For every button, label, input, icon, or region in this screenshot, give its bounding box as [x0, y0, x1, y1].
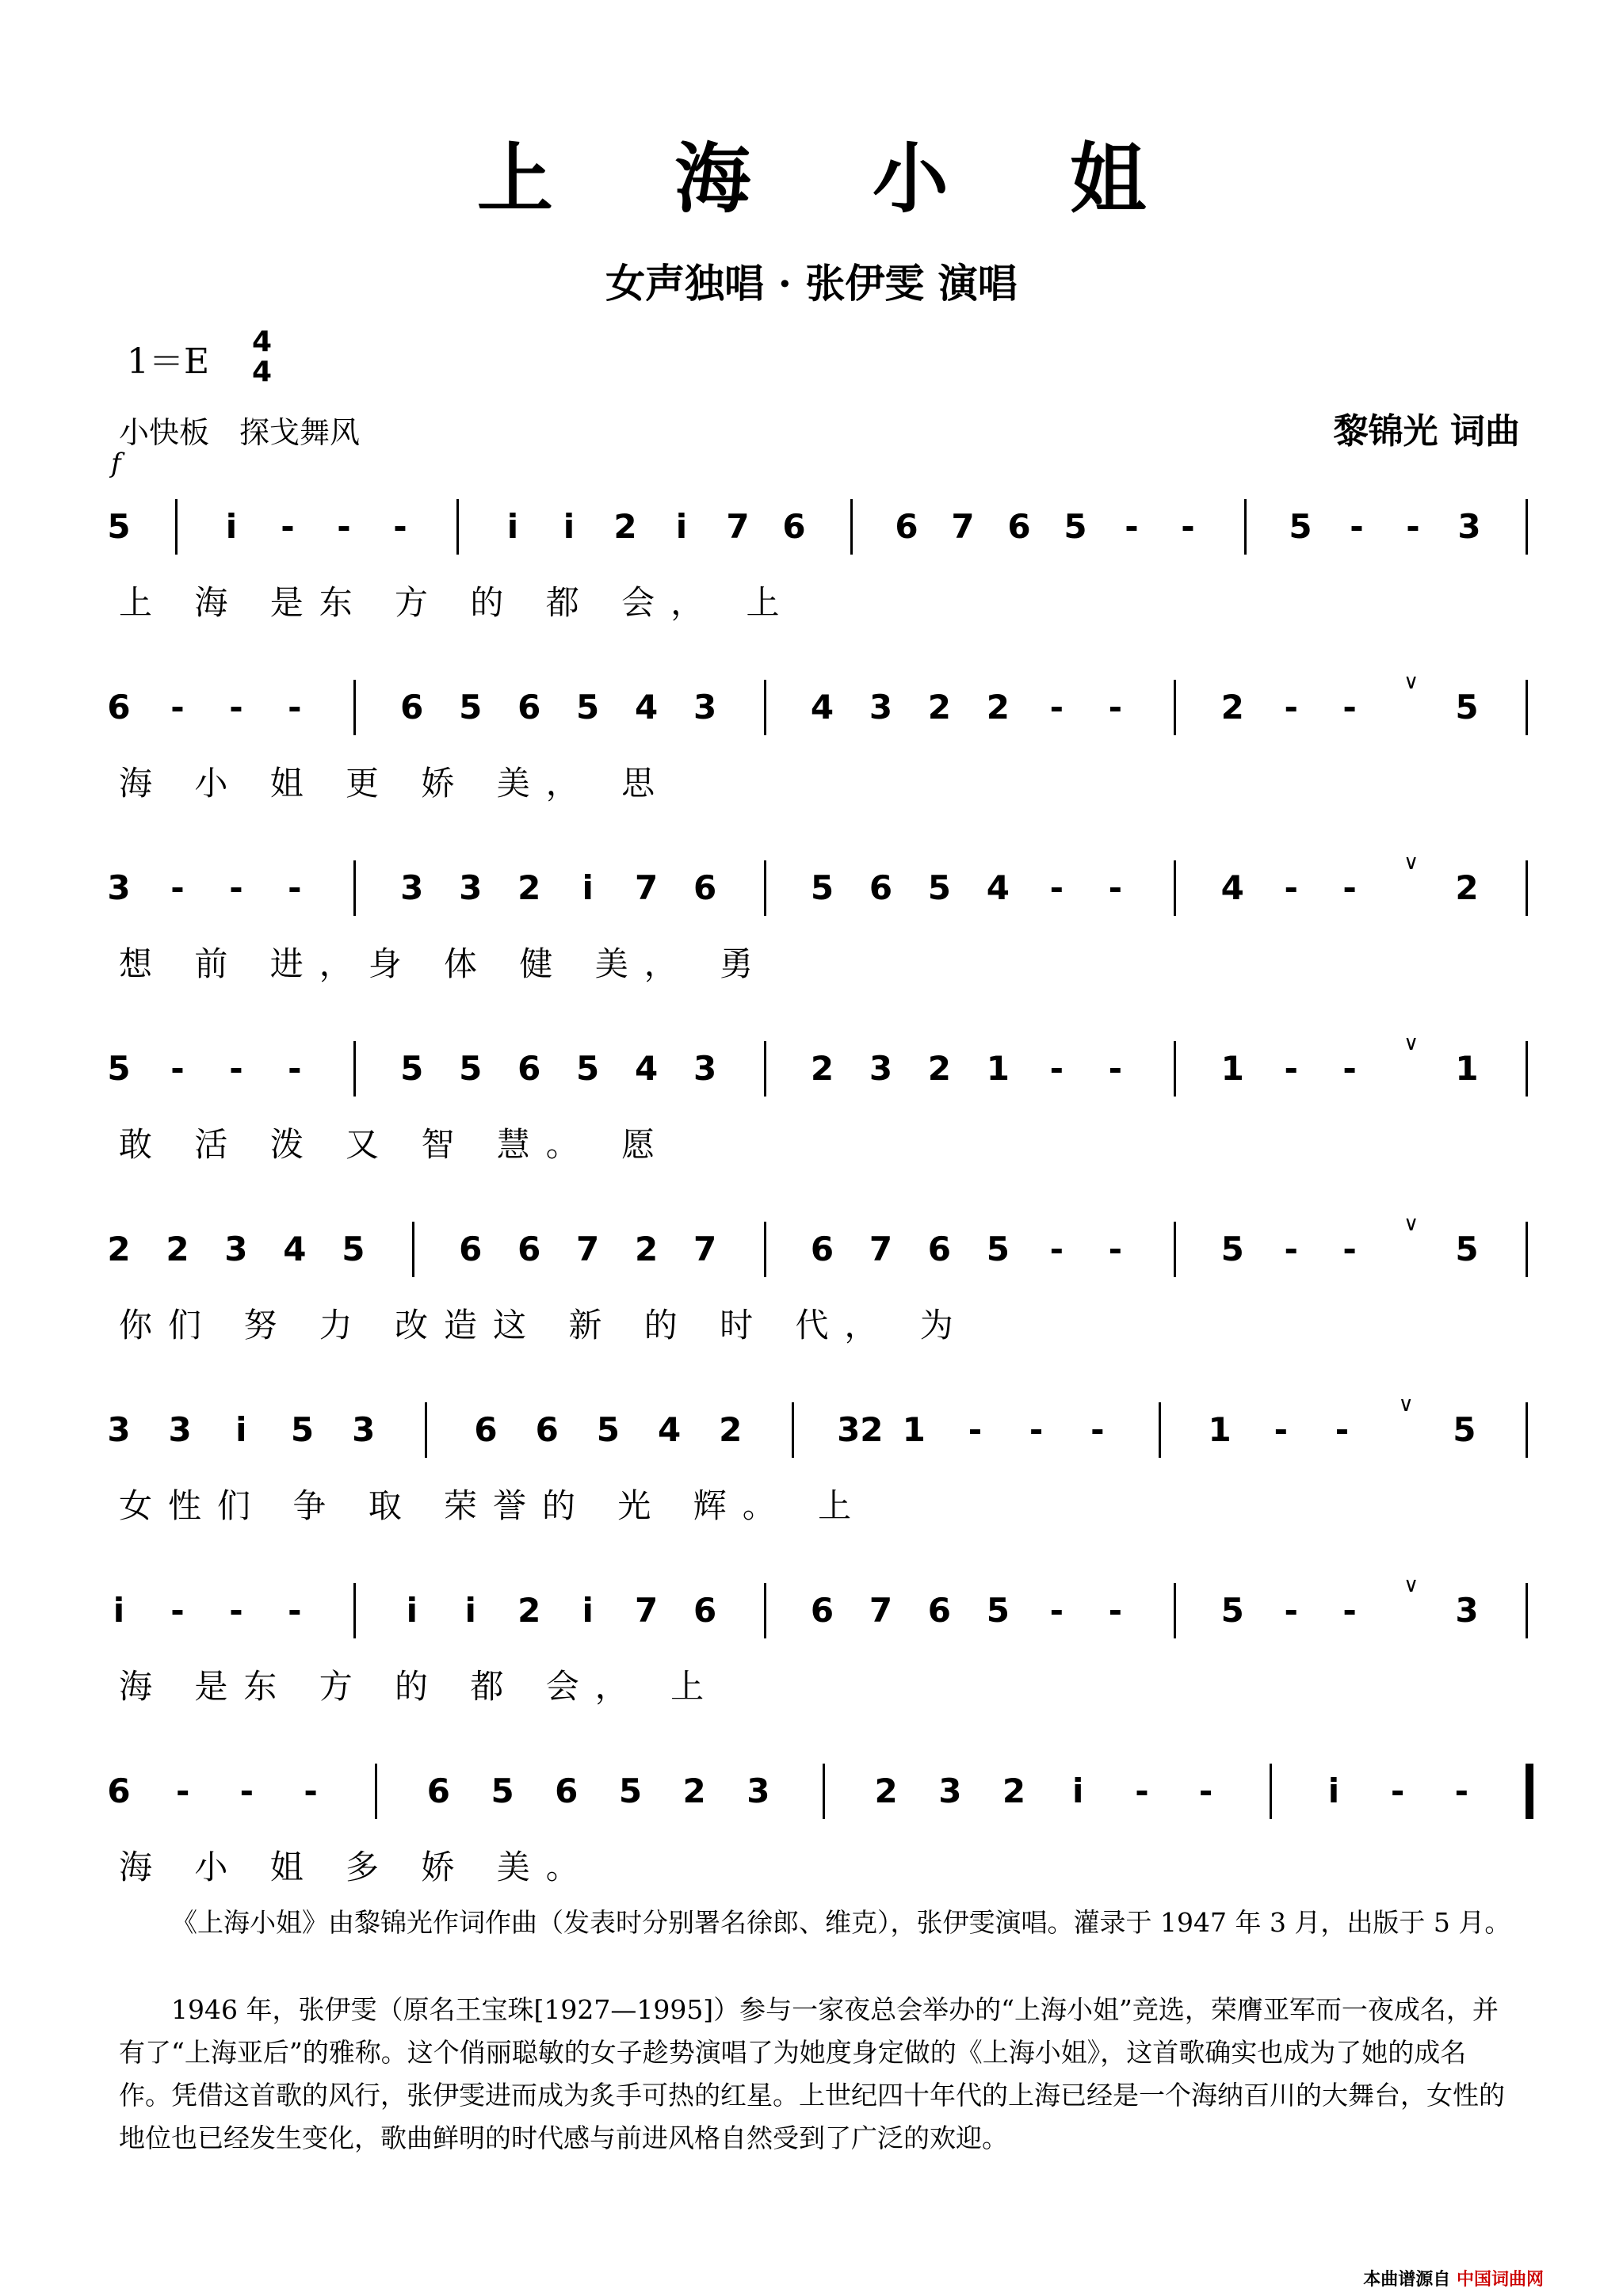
dash-extension: - — [1390, 1772, 1405, 1810]
dash-extension: - — [1049, 868, 1064, 907]
score-row — [0, 1198, 1623, 1356]
dash-extension: - — [1335, 1410, 1350, 1449]
dash-extension: - — [1350, 507, 1364, 546]
note: 3 — [693, 1049, 717, 1088]
note: 2 — [682, 1772, 706, 1810]
bar-line — [1270, 1764, 1272, 1819]
note: 2 — [927, 688, 952, 727]
note: i — [235, 1410, 247, 1449]
dash-extension: - — [1284, 868, 1298, 907]
dash-extension: - — [304, 1772, 318, 1810]
dash-extension: - — [288, 688, 302, 727]
note: 4 — [986, 868, 1010, 907]
note: 7 — [693, 1230, 717, 1268]
note: 1 — [902, 1410, 926, 1449]
note: 2 — [927, 1049, 952, 1088]
note: 6 — [693, 868, 717, 907]
note: 5 — [107, 507, 131, 546]
note: 3 — [1455, 1591, 1479, 1630]
score-row — [0, 1017, 1623, 1176]
note: i — [563, 507, 575, 546]
note: 5 — [1064, 507, 1087, 546]
note: 7 — [869, 1591, 893, 1630]
note: 3 — [107, 868, 131, 907]
bar-line — [1174, 1583, 1176, 1638]
dash-extension: - — [1454, 1772, 1469, 1810]
note: 6 — [1007, 507, 1031, 546]
note: 3 — [1457, 507, 1481, 546]
note: 5 — [1289, 507, 1312, 546]
note: 4 — [635, 1049, 659, 1088]
note: i — [1072, 1772, 1084, 1810]
note: 1 — [1455, 1049, 1479, 1088]
key-signature: 1＝E — [127, 341, 210, 382]
bar-line — [764, 1583, 766, 1638]
lyric-line: 海 小 姐 更 娇 美， 思 — [119, 764, 671, 803]
bar-line — [353, 1041, 356, 1097]
note: 6 — [869, 868, 893, 907]
note: 2 — [107, 1230, 131, 1268]
bar-line — [1244, 499, 1247, 555]
score-row — [0, 1740, 1623, 1898]
dash-extension: - — [393, 507, 407, 546]
bar-line — [1526, 1041, 1528, 1097]
note: 2 — [719, 1410, 743, 1449]
final-bar-line — [1526, 1764, 1533, 1819]
score-row — [0, 1559, 1623, 1718]
note: 6 — [927, 1230, 952, 1268]
dash-extension: - — [170, 1591, 185, 1630]
note: 6 — [555, 1772, 579, 1810]
lyric-line: 海 小 姐 多 娇 美。 — [119, 1848, 595, 1886]
bar-line — [764, 1041, 766, 1097]
breath-mark: ∨ — [1403, 1032, 1419, 1055]
time-signature-top: 4 — [252, 326, 273, 358]
dash-extension: - — [170, 688, 185, 727]
lyric-line: 女性们 争 取 荣誉的 光 辉。 上 — [119, 1486, 868, 1525]
breath-mark: ∨ — [1398, 1393, 1414, 1417]
dash-extension: - — [1049, 1049, 1064, 1088]
breath-mark: ∨ — [1403, 851, 1419, 875]
note: 2 — [810, 1049, 834, 1088]
note: 5 — [810, 868, 834, 907]
breath-mark: ∨ — [1403, 1573, 1419, 1597]
note: i — [582, 868, 594, 907]
bar-line — [425, 1402, 427, 1458]
score-row — [0, 475, 1623, 634]
dash-extension: - — [1342, 868, 1357, 907]
note: 7 — [869, 1230, 893, 1268]
bar-line — [353, 1583, 356, 1638]
dash-extension: - — [1108, 688, 1122, 727]
note: 6 — [927, 1591, 952, 1630]
note: 6 — [517, 1049, 541, 1088]
dash-extension: - — [1135, 1772, 1149, 1810]
note: 3 — [352, 1410, 376, 1449]
breath-mark: ∨ — [1403, 670, 1419, 694]
note: i — [506, 507, 519, 546]
note: i — [464, 1591, 476, 1630]
lyric-line: 敢 活 泼 又 智 慧。 愿 — [119, 1125, 671, 1164]
note: 5 — [459, 688, 483, 727]
note: 3 — [168, 1410, 192, 1449]
bar-line — [456, 499, 459, 555]
footer-source — [1363, 2266, 1544, 2290]
bar-line — [1174, 1222, 1176, 1277]
note: 7 — [726, 507, 750, 546]
bar-line — [764, 1222, 766, 1277]
dash-extension: - — [281, 507, 295, 546]
bar-line — [850, 499, 853, 555]
bar-line — [1526, 1583, 1528, 1638]
bar-line — [353, 860, 356, 916]
dash-extension: - — [229, 688, 243, 727]
dash-extension: - — [1284, 1591, 1298, 1630]
note: 6 — [107, 1772, 131, 1810]
note: 6 — [782, 507, 806, 546]
lyric-line: 海 是东 方 的 都 会， 上 — [119, 1667, 720, 1706]
bar-line — [823, 1764, 825, 1819]
note: 5 — [576, 688, 600, 727]
note: 5 — [1220, 1591, 1244, 1630]
note: 4 — [635, 688, 659, 727]
bar-line — [175, 499, 178, 555]
dash-extension: - — [288, 1049, 302, 1088]
composer-credit: 黎锦光 词曲 — [1333, 411, 1520, 452]
dash-extension: - — [337, 507, 351, 546]
dash-extension: - — [1029, 1410, 1044, 1449]
dash-extension: - — [1284, 1230, 1298, 1268]
note: 7 — [951, 507, 975, 546]
description-paragraph-1: 《上海小姐》由黎锦光作词作曲（发表时分别署名徐郎、维克），张伊雯演唱。灌录于 1947 年 3 月，出版于 5 月。 — [171, 1907, 1511, 1938]
note: 3 — [107, 1410, 131, 1449]
dash-extension: - — [1198, 1772, 1213, 1810]
tempo-marking: 小快板 探戈舞风 — [119, 415, 361, 450]
note: 1 — [1220, 1049, 1244, 1088]
note: 2 — [613, 507, 637, 546]
note: 5 — [459, 1049, 483, 1088]
note: 5 — [1455, 688, 1479, 727]
note: 3 — [693, 688, 717, 727]
note: 5 — [107, 1049, 131, 1088]
bar-line — [1174, 1041, 1176, 1097]
dash-extension: - — [968, 1410, 983, 1449]
note: 6 — [474, 1410, 498, 1449]
note: 32 — [837, 1410, 884, 1449]
note: 2 — [1002, 1772, 1026, 1810]
note: 3 — [869, 688, 893, 727]
note: i — [675, 507, 688, 546]
note: 6 — [517, 1230, 541, 1268]
note: 7 — [635, 868, 659, 907]
bar-line — [792, 1402, 794, 1458]
bar-line — [1174, 680, 1176, 735]
note: 6 — [535, 1410, 559, 1449]
note: 5 — [290, 1410, 315, 1449]
dash-extension: - — [175, 1772, 190, 1810]
bar-line — [353, 680, 356, 735]
dash-extension: - — [239, 1772, 254, 1810]
bar-line — [1526, 1402, 1528, 1458]
note: 7 — [576, 1230, 600, 1268]
dash-extension: - — [1049, 1230, 1064, 1268]
note: 2 — [517, 1591, 541, 1630]
note: 5 — [596, 1410, 620, 1449]
note: 3 — [938, 1772, 962, 1810]
note: i — [113, 1591, 125, 1630]
note: 6 — [517, 688, 541, 727]
note: 5 — [342, 1230, 365, 1268]
dash-extension: - — [1274, 1410, 1289, 1449]
note: 6 — [426, 1772, 451, 1810]
note: 6 — [810, 1230, 834, 1268]
lyric-line: 上 海 是东 方 的 都 会， 上 — [119, 583, 796, 622]
dash-extension: - — [1108, 1591, 1122, 1630]
time-signature — [252, 327, 272, 387]
dash-extension: - — [1125, 507, 1139, 546]
note: 5 — [1453, 1410, 1476, 1449]
dash-extension: - — [1342, 1591, 1357, 1630]
note: 1 — [1208, 1410, 1232, 1449]
bar-line — [1159, 1402, 1161, 1458]
note: 4 — [283, 1230, 307, 1268]
score-row — [0, 1379, 1623, 1537]
bar-line — [1526, 680, 1528, 735]
note: 5 — [618, 1772, 643, 1810]
note: 2 — [635, 1230, 659, 1268]
footer-site-name: 中国词曲网 — [1456, 2270, 1544, 2290]
note: 4 — [1220, 868, 1244, 907]
note: 5 — [576, 1049, 600, 1088]
dash-extension: - — [1406, 507, 1420, 546]
note: 5 — [986, 1230, 1010, 1268]
note: 3 — [459, 868, 483, 907]
note: 6 — [107, 688, 131, 727]
note: 2 — [874, 1772, 898, 1810]
song-title: 上 海 小 姐 — [476, 134, 1194, 223]
dynamic-marking: f — [111, 448, 121, 479]
note: i — [406, 1591, 418, 1630]
note: 5 — [1220, 1230, 1244, 1268]
note: 6 — [810, 1591, 834, 1630]
bar-line — [1526, 499, 1528, 555]
dash-extension: - — [1284, 688, 1298, 727]
score-row — [0, 837, 1623, 995]
bar-line — [412, 1222, 414, 1277]
note: i — [225, 507, 238, 546]
note: i — [582, 1591, 594, 1630]
note: 6 — [400, 688, 424, 727]
note: 6 — [459, 1230, 483, 1268]
dash-extension: - — [1049, 1591, 1064, 1630]
dash-extension: - — [288, 1591, 302, 1630]
description-paragraph-2: 1946 年，张伊雯（原名王宝珠[1927—1995]）参与一家夜总会举办的“上海小姐”竞选，荣膺亚军而一夜成名，并有了“上海亚后”的雅称。这个俏丽聪敏的女子趁势演唱了为她度身定做的《上海小姐》，这首歌确实也成为了她的成名作。凭借这首歌的风行，张伊雯进而成为炙手可热的红星。上世纪四十年代的上海已经是一个海纳百川的大舞台，女性的地位也已经发生变化，歌曲鲜明的时代感与前进风格自然受到了广泛的欢迎。 — [119, 1994, 1505, 2153]
note: 4 — [657, 1410, 682, 1449]
note: 2 — [166, 1230, 189, 1268]
bar-line — [764, 680, 766, 735]
bar-line — [1526, 1222, 1528, 1277]
note: 2 — [1220, 688, 1244, 727]
dash-extension: - — [170, 1049, 185, 1088]
dash-extension: - — [1342, 1230, 1357, 1268]
note: 2 — [517, 868, 541, 907]
note: 2 — [1455, 868, 1479, 907]
time-signature-bottom: 4 — [252, 356, 273, 388]
note: 3 — [747, 1772, 770, 1810]
note: 4 — [810, 688, 834, 727]
dash-extension: - — [229, 868, 243, 907]
lyric-line: 你们 努 力 改造这 新 的 时 代， 为 — [119, 1306, 969, 1344]
dash-extension: - — [1181, 507, 1195, 546]
note: 3 — [224, 1230, 248, 1268]
lyric-line: 想 前 进，身 体 健 美， 勇 — [119, 944, 769, 983]
note: 5 — [491, 1772, 514, 1810]
dash-extension: - — [1284, 1049, 1298, 1088]
note: 5 — [927, 868, 952, 907]
breath-mark: ∨ — [1403, 1212, 1419, 1236]
dash-extension: - — [229, 1049, 243, 1088]
bar-line — [764, 860, 766, 916]
note: 2 — [986, 688, 1010, 727]
dash-extension: - — [229, 1591, 243, 1630]
bar-line — [375, 1764, 377, 1819]
dash-extension: - — [1342, 1049, 1357, 1088]
bar-line — [1526, 860, 1528, 916]
note: 7 — [635, 1591, 659, 1630]
dash-extension: - — [170, 868, 185, 907]
bar-line — [1174, 860, 1176, 916]
note: 6 — [693, 1591, 717, 1630]
note: 1 — [986, 1049, 1010, 1088]
dash-extension: - — [1108, 1049, 1122, 1088]
dash-extension: - — [1049, 688, 1064, 727]
note: 5 — [1455, 1230, 1479, 1268]
note: i — [1327, 1772, 1340, 1810]
song-subtitle: 女声独唱 · 张伊雯 演唱 — [605, 260, 1018, 307]
note: 6 — [895, 507, 918, 546]
note: 5 — [400, 1049, 424, 1088]
dash-extension: - — [288, 868, 302, 907]
dash-extension: - — [1108, 868, 1122, 907]
note: 3 — [869, 1049, 893, 1088]
footer-source-label: 本曲谱源自 — [1363, 2270, 1451, 2290]
note: 5 — [986, 1591, 1010, 1630]
dash-extension: - — [1108, 1230, 1122, 1268]
note: 3 — [400, 868, 424, 907]
score-row — [0, 656, 1623, 814]
dash-extension: - — [1090, 1410, 1105, 1449]
dash-extension: - — [1342, 688, 1357, 727]
